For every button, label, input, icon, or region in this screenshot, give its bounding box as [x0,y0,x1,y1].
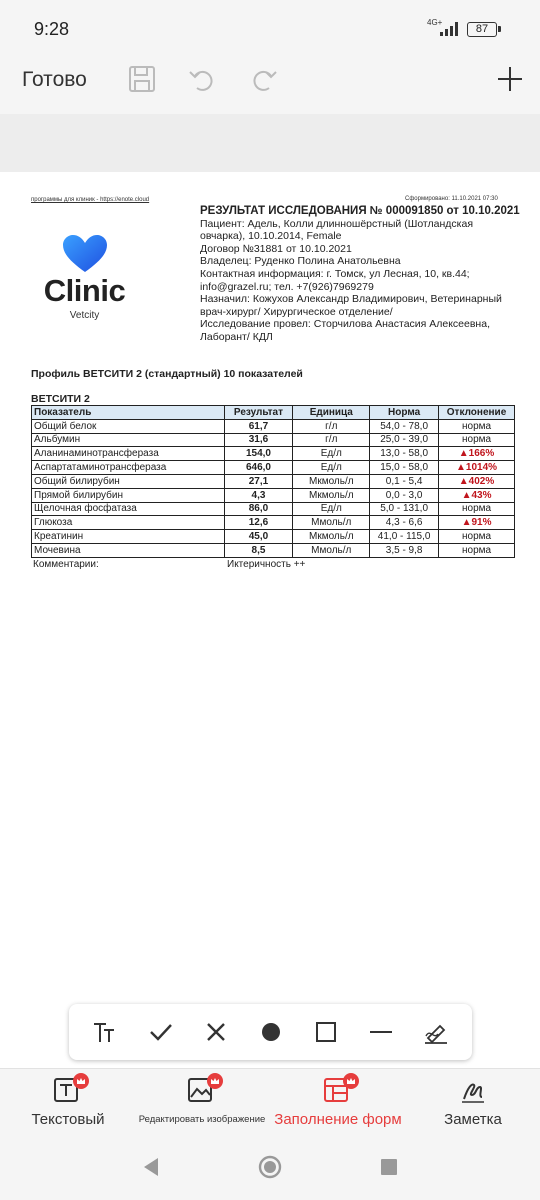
assigned-line: Назначил: Кожухов Александр Владимирович, Ветеринарный врач-хирург/ Хирургическое отделение/ [200,293,502,318]
table-header-row [32,406,515,420]
table-row [32,516,515,530]
cell-result: 646,0 [224,461,293,475]
cell-indicator: Мочевина [32,543,225,557]
cell-norm: 5,0 - 131,0 [370,502,439,516]
cell-indicator: Альбумин [32,433,225,447]
cell-deviation: ▲166% [439,447,515,461]
table-row [32,474,515,488]
back-icon[interactable] [138,1154,164,1180]
report-title: РЕЗУЛЬТАТ ИССЛЕДОВАНИЯ № 000091850 от 10.10.2021 [200,205,520,217]
image-edit-label: Редактировать изображение [138,1114,266,1125]
results-table [31,405,515,558]
form-fill-label: Заполнение форм [274,1111,402,1128]
network-type: 4G+ [427,18,443,27]
cell-result: 86,0 [224,502,293,516]
cell-unit: Мкмоль/л [293,474,370,488]
logo-name: Clinic [43,273,126,308]
text-edit-label: Текстовый [31,1111,105,1128]
formed-timestamp: Сформировано: 11.10.2021 07:30 [405,196,498,202]
cell-unit: Ммоль/л [293,543,370,557]
line-icon[interactable] [367,1018,395,1046]
table-row [32,419,515,433]
cell-norm: 25,0 - 39,0 [370,433,439,447]
cell-norm: 54,0 - 78,0 [370,419,439,433]
undo-icon[interactable] [187,64,217,94]
cell-indicator: Аспартатаминотрансфераза [32,461,225,475]
cell-indicator: Аланинаминотрансфераза [32,447,225,461]
cell-norm: 15,0 - 58,0 [370,461,439,475]
signature-icon[interactable] [422,1018,450,1046]
contract-line: Договор №31881 от 10.10.2021 [200,242,352,255]
dot-icon[interactable] [257,1018,285,1046]
top-toolbar [0,56,540,114]
cell-indicator: Креатинин [32,530,225,544]
col-header-unit: Единица [293,406,370,420]
clinic-logo [31,230,138,325]
text-size-icon[interactable] [91,1018,119,1046]
col-header-deviation: Отклонение [439,406,515,420]
image-edit-tab[interactable] [137,1075,267,1125]
cell-unit: Ед/л [293,461,370,475]
done-button[interactable]: Готово [22,68,87,91]
cell-norm: 41,0 - 115,0 [370,530,439,544]
table-row [32,530,515,544]
cell-result: 45,0 [224,530,293,544]
status-bar [0,0,540,56]
report-info [200,205,520,344]
col-header-norm: Норма [370,406,439,420]
panel-title: ВЕТСИТИ 2 [31,393,90,405]
cell-result: 4,3 [224,488,293,502]
owner-line: Владелец: Руденко Полина Анатольевна [200,255,401,268]
table-row [32,461,515,475]
text-edit-tab[interactable] [22,1075,114,1128]
cell-norm: 0,1 - 5,4 [370,474,439,488]
cell-norm: 3,5 - 9,8 [370,543,439,557]
cell-deviation: норма [439,530,515,544]
cross-icon[interactable] [202,1018,230,1046]
cell-deviation: норма [439,419,515,433]
cell-deviation: ▲43% [439,488,515,502]
cell-result: 27,1 [224,474,293,488]
redo-icon[interactable] [249,64,279,94]
cell-unit: Мкмоль/л [293,530,370,544]
comments-value: Иктеричность ++ [227,559,306,570]
table-row [32,447,515,461]
cell-result: 8,5 [224,543,293,557]
premium-crown-icon [207,1073,223,1089]
cell-deviation: норма [439,543,515,557]
signal-icon [440,22,460,36]
cell-deviation: ▲1014% [439,461,515,475]
premium-crown-icon [343,1073,359,1089]
add-icon[interactable] [495,64,525,94]
table-row [32,488,515,502]
comments-label: Комментарии: [33,559,99,570]
col-header-result: Результат [224,406,293,420]
software-link: программы для клиник - https://enote.cloud [31,197,150,203]
recents-icon[interactable] [376,1154,402,1180]
status-time: 9:28 [34,19,70,39]
home-icon[interactable] [257,1154,283,1180]
cell-result: 12,6 [224,516,293,530]
contacts-line: Контактная информация: г. Томск, ул Лесная, 10, кв.44; info@grazel.ru; тел. +7(926)7969279 [200,267,470,293]
cell-unit: Мкмоль/л [293,488,370,502]
drawing-toolbar [69,1004,472,1060]
patient-line: Пациент: Адель, Колли длинношёрстный (Шотландская овчарка), 10.10.2014, Female [200,217,474,243]
logo-subtitle: Vetcity [69,310,100,321]
cell-indicator: Щелочная фосфатаза [32,502,225,516]
rectangle-icon[interactable] [312,1018,340,1046]
checkmark-icon[interactable] [147,1018,175,1046]
cell-norm: 0,0 - 3,0 [370,488,439,502]
cell-deviation: норма [439,502,515,516]
form-fill-tab[interactable] [270,1075,406,1128]
cell-indicator: Глюкоза [32,516,225,530]
cell-unit: Ммоль/л [293,516,370,530]
cell-deviation: ▲402% [439,474,515,488]
cell-unit: г/л [293,419,370,433]
cell-unit: г/л [293,433,370,447]
cell-deviation: норма [439,433,515,447]
note-icon [456,1075,490,1105]
cell-deviation: ▲91% [439,516,515,530]
cell-indicator: Общий белок [32,419,225,433]
note-tab[interactable] [432,1075,514,1128]
cell-norm: 4,3 - 6,6 [370,516,439,530]
cell-norm: 13,0 - 58,0 [370,447,439,461]
bottom-feature-panel [0,1068,540,1134]
cell-result: 154,0 [224,447,293,461]
table-row [32,433,515,447]
premium-crown-icon [73,1073,89,1089]
save-icon[interactable] [127,64,157,94]
performed-line: Исследование провел: Сторчилова Анастасия Алексеевна, Лаборант/ КДЛ [200,318,490,343]
cell-result: 31,6 [224,433,293,447]
cell-indicator: Прямой билирубин [32,488,225,502]
battery-icon: 87 [467,22,497,37]
note-label: Заметка [444,1111,502,1128]
table-row [32,502,515,516]
android-nav-bar [0,1134,540,1200]
table-row [32,543,515,557]
cell-result: 61,7 [224,419,293,433]
cell-indicator: Общий билирубин [32,474,225,488]
profile-title: Профиль ВЕТСИТИ 2 (стандартный) 10 показателей [31,368,303,380]
cell-unit: Ед/л [293,502,370,516]
col-header-indicator: Показатель [32,406,225,420]
cell-unit: Ед/л [293,447,370,461]
heart-logo-icon [61,234,109,274]
